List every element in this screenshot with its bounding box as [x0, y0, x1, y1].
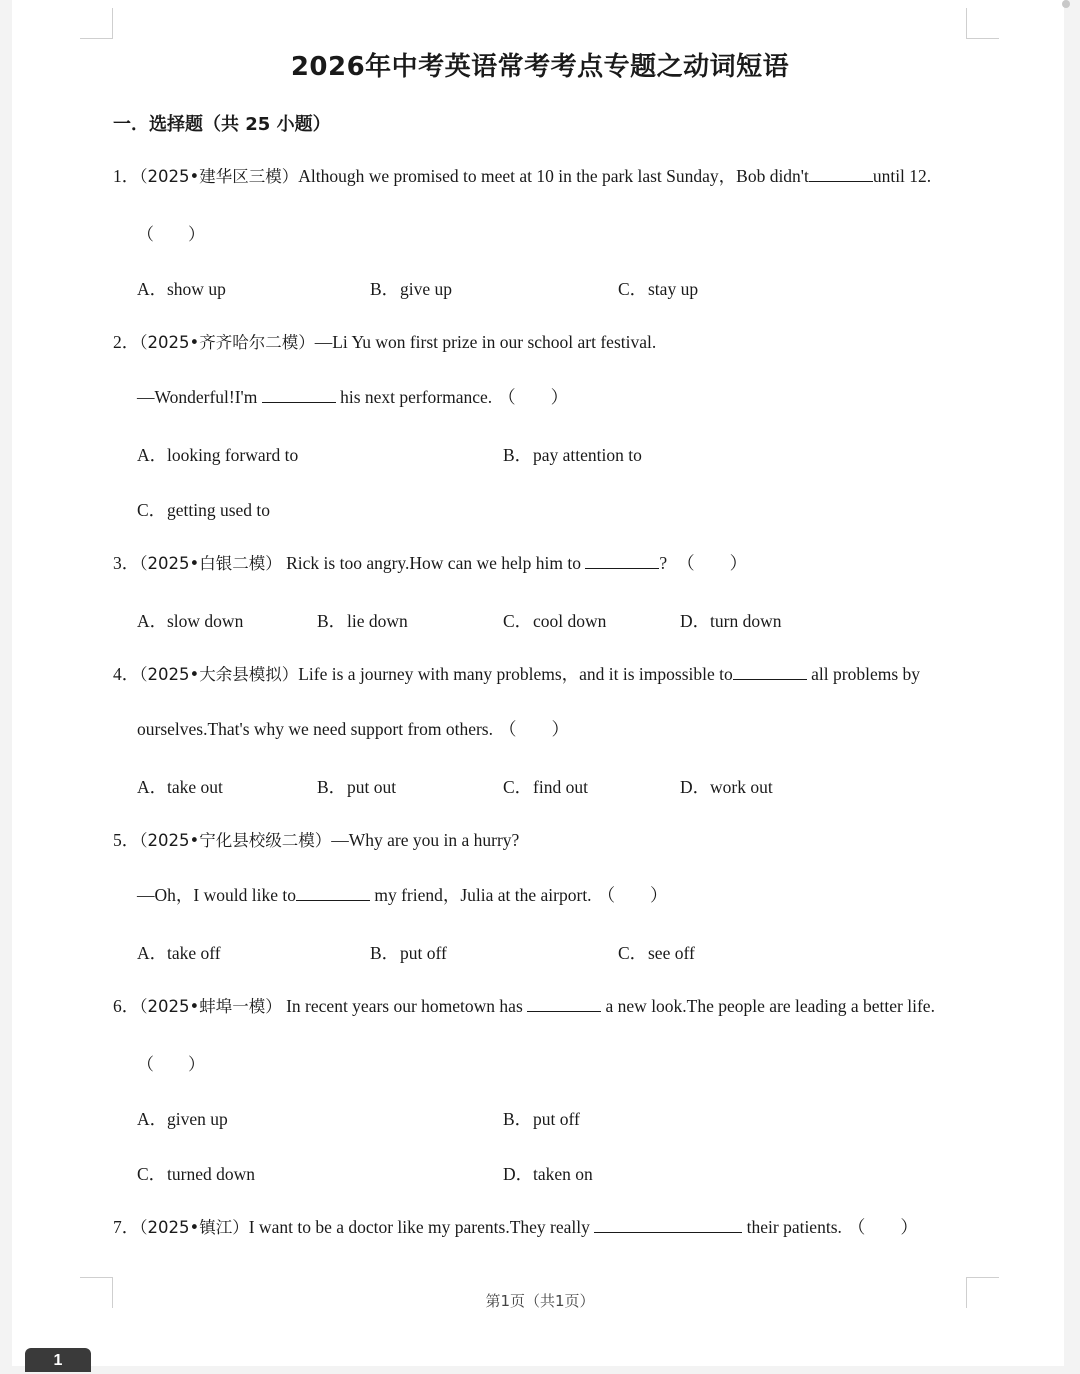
- question-2-line-2: —Wonderful!I'm his next performance. （ ）: [137, 387, 569, 407]
- option-c: C．cool down: [503, 611, 607, 631]
- option-a: A．take out: [137, 777, 223, 797]
- answer-paren: （ ）: [847, 1217, 918, 1237]
- option-c: C．see off: [618, 943, 695, 963]
- question-source: （2025•镇江）: [139, 1218, 249, 1237]
- option-a: A．given up: [137, 1109, 228, 1129]
- question-4-line-2: ourselves.That's why we need support from others. （ ）: [137, 719, 569, 739]
- option-b: B．put out: [317, 777, 397, 797]
- question-7: 7．（2025•镇江）I want to be a doctor like my parents.They really their patients. （ ）: [113, 1217, 918, 1237]
- answer-blank: [262, 386, 336, 403]
- question-6: 6．（2025•蚌埠一模） In recent years our hometown has a new look.The people are leading a better life.: [113, 996, 935, 1016]
- question-source: （2025•宁化县校级二模）: [139, 831, 332, 850]
- answer-paren: （ ）: [597, 885, 668, 905]
- option-d: D．taken on: [503, 1164, 593, 1184]
- answer-blank: [809, 165, 873, 182]
- option-a: A．slow down: [137, 611, 244, 631]
- crop-mark-top-right: [966, 8, 999, 39]
- answer-blank: [594, 1216, 742, 1233]
- option-b: B．pay attention to: [503, 445, 642, 465]
- question-source: （2025•蚌埠一模）: [139, 997, 282, 1016]
- answer-paren: （ ）: [499, 719, 569, 739]
- option-d: D．work out: [680, 777, 773, 797]
- option-b: B．lie down: [317, 611, 408, 631]
- answer-blank: [733, 663, 807, 680]
- question-2: 2．（2025•齐齐哈尔二模）—Li Yu won first prize in our school art festival.: [113, 332, 657, 352]
- answer-paren: （ ）: [137, 1055, 205, 1074]
- option-c: C．stay up: [618, 279, 699, 299]
- option-c: C．getting used to: [137, 500, 271, 520]
- question-source: （2025•大余县模拟）: [139, 665, 299, 684]
- question-4: 4．（2025•大余县模拟）Life is a journey with many problems，and it is impossible to all problems by: [113, 664, 921, 684]
- answer-blank: [296, 884, 370, 901]
- answer-paren: （ ）: [498, 387, 569, 407]
- option-b: B．give up: [370, 279, 453, 299]
- option-c: C．turned down: [137, 1164, 255, 1184]
- option-a: A．looking forward to: [137, 445, 299, 465]
- option-d: D．turn down: [680, 611, 782, 631]
- section-heading: 一．选择题（共 25 小题）: [113, 114, 331, 135]
- option-a: A．take off: [137, 943, 221, 963]
- page-footer: 第1页（共1页）: [485, 1292, 595, 1310]
- crop-mark-top-left: [80, 8, 113, 39]
- option-b: B．put off: [503, 1109, 580, 1129]
- question-3: 3．（2025•白银二模） Rick is too angry.How can we help him to ? （ ）: [113, 553, 748, 573]
- question-1: 1．（2025•建华区三模）Although we promised to meet at 10 in the park last Sunday，Bob didn't until 12.: [113, 166, 932, 186]
- question-5: 5．（2025•宁化县校级二模）—Why are you in a hurry?: [113, 830, 520, 850]
- question-source: （2025•齐齐哈尔二模）: [139, 333, 315, 352]
- scrollbar-thumb[interactable]: [1062, 0, 1070, 8]
- answer-paren: （ ）: [677, 553, 748, 573]
- answer-paren: （ ）: [137, 225, 205, 244]
- page-number-tab[interactable]: 1: [25, 1348, 91, 1372]
- option-b: B．put off: [370, 943, 447, 963]
- option-c: C．find out: [503, 777, 588, 797]
- answer-blank: [585, 552, 659, 569]
- answer-blank: [527, 995, 601, 1012]
- document-title: 2026年中考英语常考考点专题之动词短语: [290, 52, 790, 82]
- question-source: （2025•白银二模）: [139, 554, 282, 573]
- question-5-line-2: —Oh，I would like to my friend，Julia at the airport. （ ）: [137, 885, 668, 905]
- question-source: （2025•建华区三模）: [139, 167, 299, 186]
- option-a: A．show up: [137, 279, 226, 299]
